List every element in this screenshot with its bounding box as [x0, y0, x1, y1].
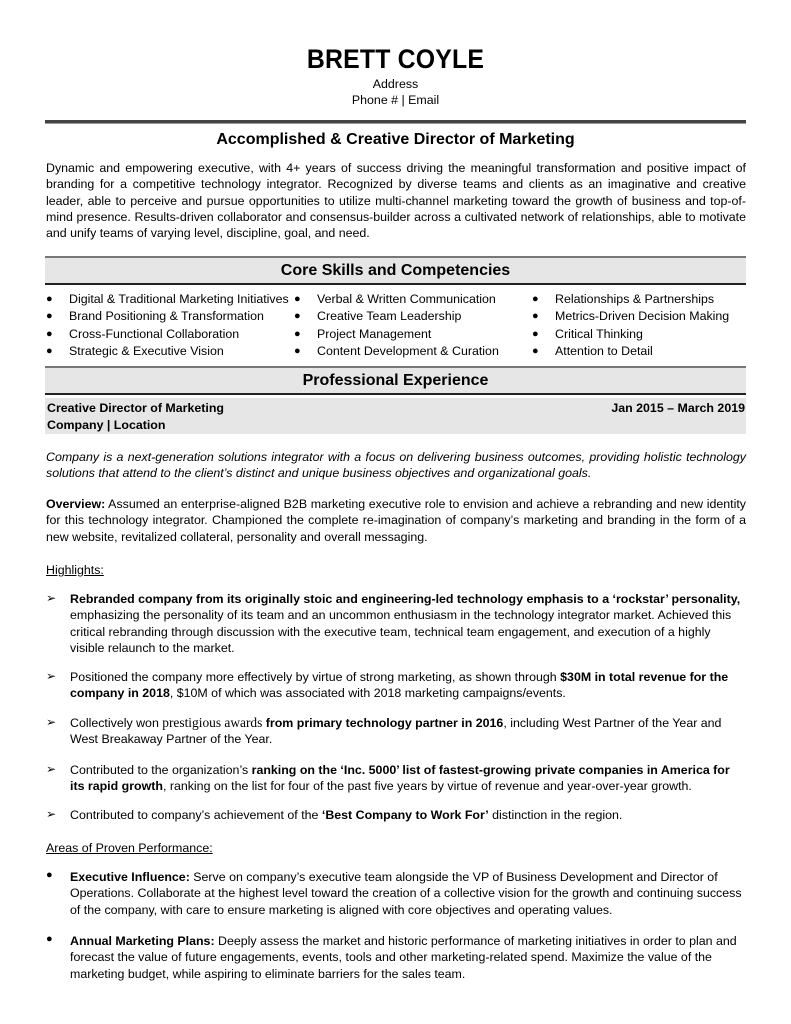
- skill-item: ● Brand Positioning & Transformation: [46, 308, 289, 325]
- highlight-item: ➢ Contributed to company’s achievement of the ‘Best Company to Work For’ distinction in the region.: [46, 807, 623, 822]
- arrow-bullet-icon: ➢: [46, 591, 57, 605]
- phone-email-line: Phone # | Email: [351, 93, 440, 107]
- job-dates: Jan 2015 – March 2019: [611, 401, 745, 415]
- overview-label: Overview:: [46, 497, 106, 511]
- skill-item: ● Creative Team Leadership: [294, 308, 499, 325]
- summary-paragraph: Dynamic and empowering executive, with 4+ years of success driving the meaningful transformation and positive impact of branding for a competitive technology integrator. Recognized by diverse teams and clients as an imaginative and creative leader, able to perceive and pursue opportunities to utilize multi-channel marketing toward the growth of business and top-of-mind presence. Results-driven collaborator and consensus-builder across a cultivated network of relationships, able to motivate and unify teams of varying level, discipline, goal, and need.: [46, 161, 746, 241]
- overview-paragraph: [46, 496, 746, 545]
- arrow-bullet-icon: ➢: [46, 762, 57, 776]
- job-company-location: Company | Location: [47, 418, 166, 432]
- candidate-name: BRETT COYLE: [306, 44, 485, 74]
- bullet-icon: ●: [46, 933, 53, 945]
- skills-column-2: [294, 291, 499, 361]
- bullet-icon: ●: [532, 327, 539, 340]
- address-line: Address: [372, 77, 419, 91]
- skill-item: ● Digital & Traditional Marketing Initiatives: [46, 291, 289, 308]
- highlight-item: ➢ Contributed to the organization’s ranking on the ‘Inc. 5000’ list of fastest-growing private companies in America for its rapid growth, ranking on the list for four of the past five years by virtue of revenue and year-over-year growth.: [46, 762, 730, 794]
- skill-item: ● Strategic & Executive Vision: [46, 343, 289, 360]
- skill-item: ● Attention to Detail: [532, 343, 729, 360]
- skill-item: ● Critical Thinking: [532, 326, 729, 343]
- skill-item: ● Relationships & Partnerships: [532, 291, 729, 308]
- skill-item: ● Verbal & Written Communication: [294, 291, 499, 308]
- bullet-icon: ●: [294, 327, 301, 340]
- overview-text: Assumed an enterprise-aligned B2B marketing executive role to envision and achieve a rebranding and new identity for this technology integrator. Championed the complete re-imagination of company’s marketing and branding in the form of a new website, revitalized collateral, personality and overall messaging.: [46, 497, 746, 544]
- company-description: Company is a next-generation solutions integrator with a focus on delivering business outcomes, providing holistic technology solutions that attend to the client’s distinct and unique business objectives and organizational goals.: [46, 450, 746, 481]
- skill-item: ● Project Management: [294, 326, 499, 343]
- arrow-bullet-icon: ➢: [46, 669, 57, 683]
- bullet-icon: ●: [294, 293, 301, 305]
- bullet-icon: ●: [46, 345, 53, 358]
- bullet-icon: ●: [46, 327, 53, 340]
- bullet-icon: ●: [532, 345, 539, 358]
- skills-column-1: [46, 291, 289, 361]
- header-divider: [45, 120, 746, 124]
- skill-item: ● Metrics-Driven Decision Making: [532, 308, 729, 325]
- experience-section-header: Professional Experience: [45, 366, 746, 395]
- bullet-icon: ●: [532, 293, 539, 305]
- skills-section-header: Core Skills and Competencies: [45, 256, 746, 285]
- bullet-icon: ●: [294, 345, 301, 358]
- performance-area-item: ● Executive Influence: Serve on company’s executive team alongside the VP of Business Development and Director of Operations. Collaborate at the highest level toward the creation of a collective vision for the growth and continuing success of the company, with care to ensure marketing is aligned with core objectives and operating values.: [46, 869, 742, 917]
- areas-heading: Areas of Proven Performance:: [46, 841, 213, 855]
- skill-item: ● Content Development & Curation: [294, 343, 499, 360]
- bullet-icon: ●: [46, 310, 53, 323]
- bullet-icon: ●: [532, 310, 539, 323]
- performance-area-item: ● Annual Marketing Plans: Deeply assess the market and historic performance of marketing initiatives in order to plan and forecast the value of future engagements, events, tools and other marketing-related spend. Maximize the value of the marketing budget, while aspiring to eliminate barriers for the sales team.: [46, 933, 737, 981]
- skill-item: ● Cross-Functional Collaboration: [46, 326, 289, 343]
- highlight-item: ➢ Rebranded company from its originally stoic and engineering-led technology emphasis to a ‘rockstar’ personality, emphasizing the personality of its team and an uncommon enthusiasm in the technology integrator market. Achieved this critical rebranding through discussion with the executive team, technical team engagement, and execution of a highly visible relaunch to the market.: [46, 591, 741, 655]
- bullet-icon: ●: [46, 869, 53, 881]
- highlight-item: ➢ Collectively won prestigious awards from primary technology partner in 2016, including West Partner of the Year and West Breakaway Partner of the Year.: [46, 715, 722, 747]
- arrow-bullet-icon: ➢: [46, 807, 57, 821]
- bullet-icon: ●: [294, 310, 301, 323]
- arrow-bullet-icon: ➢: [46, 715, 57, 729]
- highlights-heading: Highlights:: [46, 563, 104, 577]
- bullet-icon: ●: [46, 293, 53, 305]
- highlight-item: ➢ Positioned the company more effectively by virtue of strong marketing, as shown through $30M in total revenue for the company in 2018, $10M of which was associated with 2018 marketing campaigns/events.: [46, 669, 729, 701]
- skills-column-3: [532, 291, 729, 361]
- job-title: Creative Director of Marketing: [47, 401, 224, 415]
- resume-headline: Accomplished & Creative Director of Marketing: [216, 131, 575, 148]
